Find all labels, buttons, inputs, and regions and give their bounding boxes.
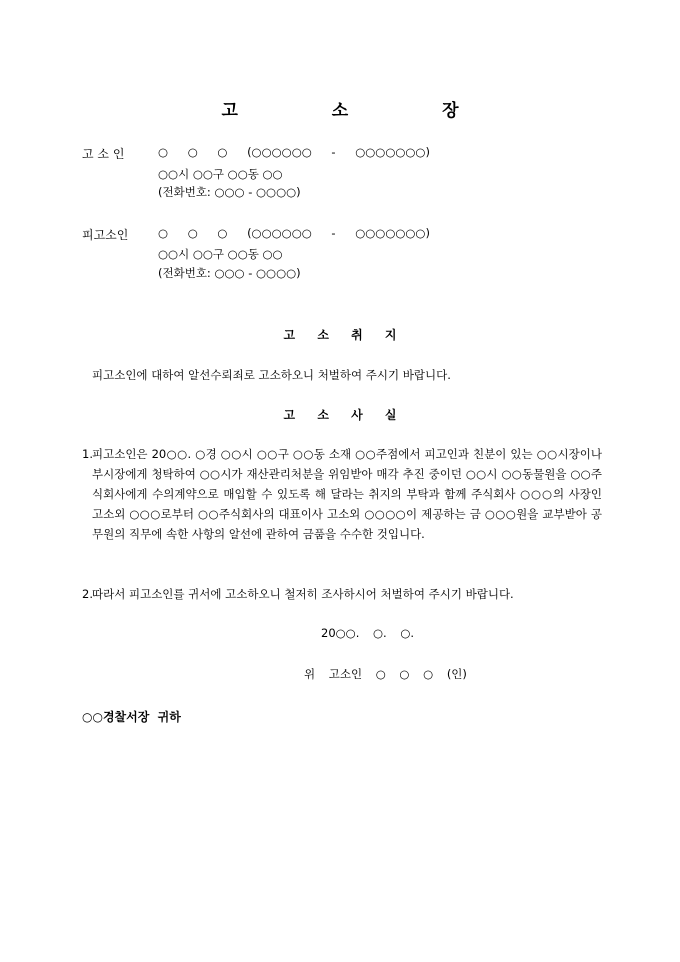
fact-item-text: 따라서 피고소인를 귀서에 고소하오니 철저히 조사하시어 처벌하여 주시기 바랍니다. [92, 587, 514, 601]
accused-address: ○○시 ○○구 ○○동 ○○ [158, 247, 283, 261]
complainant-phone: (전화번호: ○○○ - ○○○○) [158, 185, 301, 199]
purpose-text: 피고소인에 대하여 알선수뢰죄로 고소하오니 처벌하여 주시기 바랍니다. [92, 368, 451, 382]
accused-label: 피고소인 [82, 228, 129, 242]
fact-item-text: 피고소인은 20○○. ○경 ○○시 ○○구 ○○동 소재 ○○주점에서 피고인과 친분이 있는 ○○시장이나 부시장에게 청탁하여 ○○시가 재산관리처분을 위임받아 매각 추진 중이던 ○○시 ○○동물원을 ○○주식회사에게 수의계약으로 매입할 수 있도록 해 달라는 취지의 부탁과 함께 주식회사 ○○○의 사장인 고소외 ○○○로부터 ○○주식회사의 대표이사 고소외 ○○○○이 제공하는 금 ○○○원을 교부받아 공무원의 직무에 속한 사항의 알선에 관하여 금품을 수수한 것입니다. [92, 447, 602, 541]
complainant-label: 고 소 인 [82, 147, 125, 161]
document-title: 고 소 장 [221, 101, 503, 121]
complainant-name: ○ ○ ○ (○○○○○○ - ○○○○○○○) [158, 145, 430, 159]
purpose-heading: 고 소 취 지 [283, 328, 406, 342]
fact-item [82, 584, 602, 604]
fact-item [82, 444, 602, 544]
signature-line: 위 고소인 ○ ○ ○ (인) [304, 667, 467, 681]
facts-heading: 고 소 사 실 [283, 408, 406, 422]
complainant-address: ○○시 ○○구 ○○동 ○○ [158, 167, 283, 181]
document-date: 20○○. ○. ○. [321, 626, 415, 640]
addressee: ○○경찰서장 귀하 [82, 710, 181, 724]
accused-phone: (전화번호: ○○○ - ○○○○) [158, 266, 301, 280]
accused-name: ○ ○ ○ (○○○○○○ - ○○○○○○○) [158, 226, 430, 240]
fact-item-number: 2. [82, 587, 93, 601]
fact-item-number: 1. [82, 447, 93, 461]
